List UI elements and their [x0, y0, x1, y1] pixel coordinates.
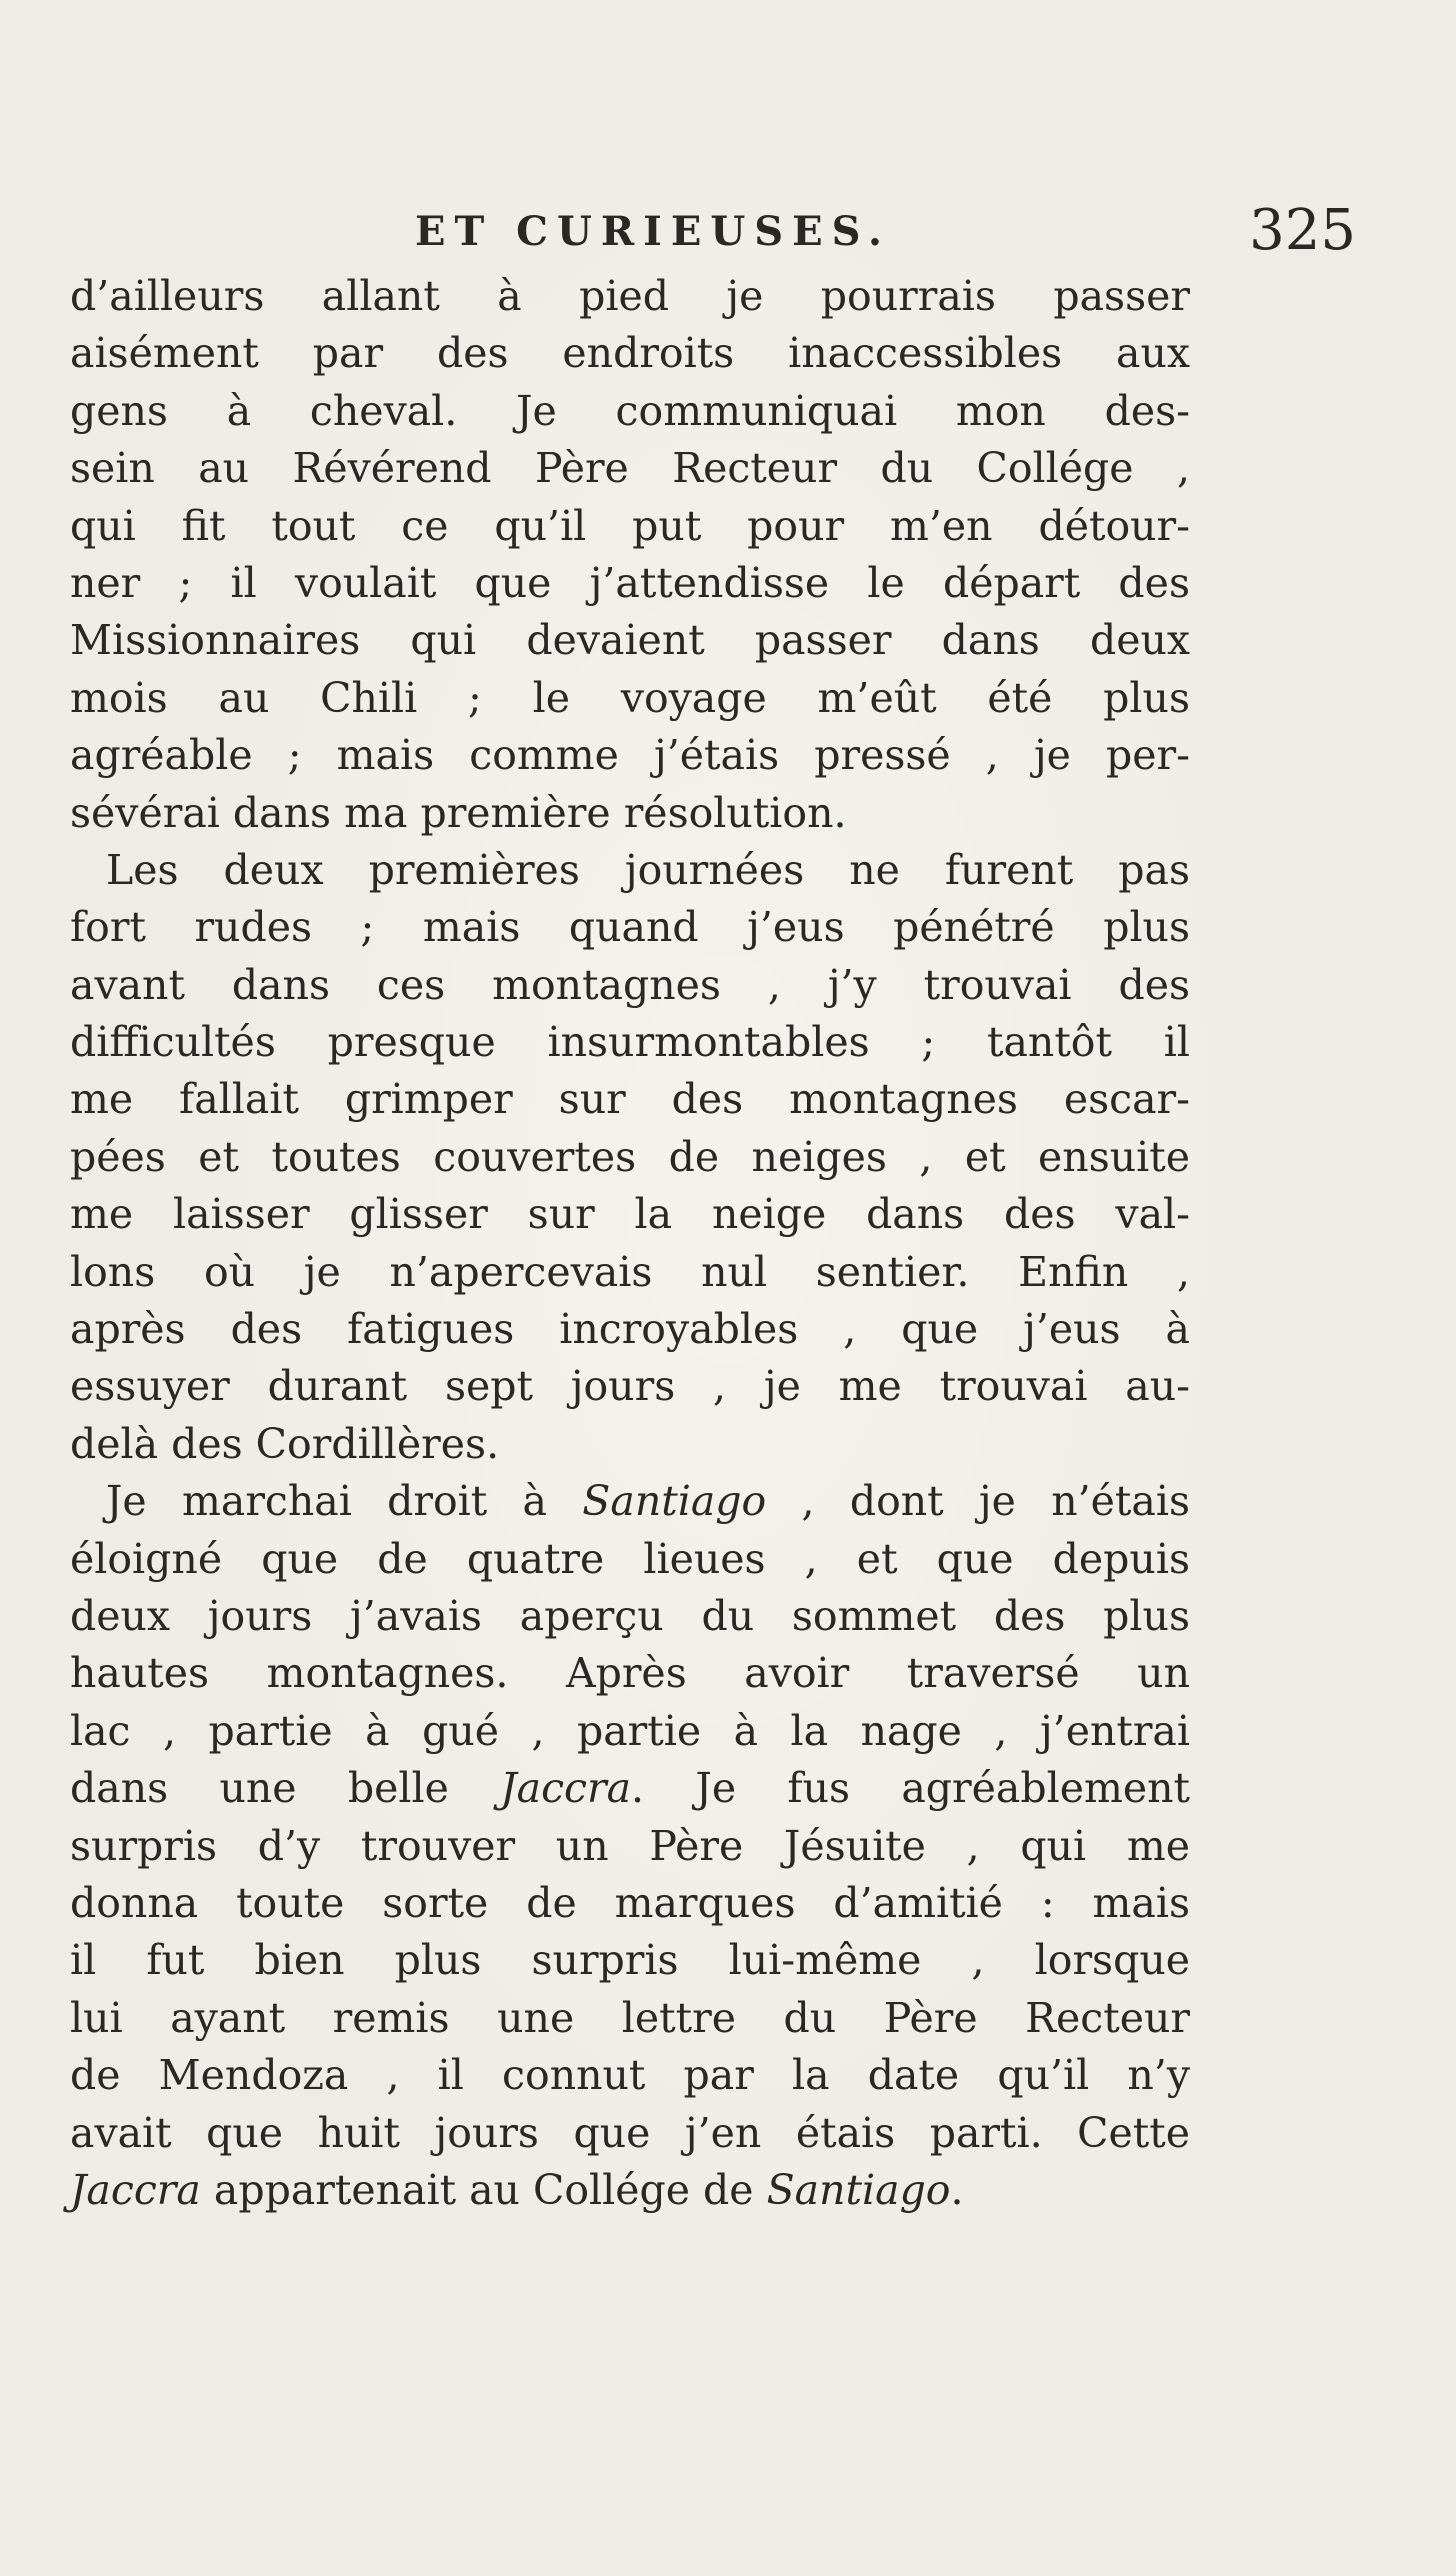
text-segment: , dont je n’étais	[766, 1477, 1190, 1526]
text-line	[70, 1932, 1190, 1989]
text-segment: . Je fus agréablement	[631, 1764, 1191, 1813]
text-segment: avait que huit jours que j’en étais parti. Cette	[70, 2108, 1190, 2157]
body-text	[70, 268, 1190, 2219]
text-line	[70, 1129, 1190, 1186]
text-segment: aisément par des endroits inaccessibles aux	[70, 329, 1190, 378]
italic-text: Jaccra	[500, 1764, 632, 1813]
text-line	[70, 268, 1190, 325]
text-segment: deux jours j’avais aperçu du sommet des plus	[70, 1591, 1190, 1640]
text-segment: dans une belle	[70, 1764, 501, 1813]
text-segment: appartenait au Collége de	[200, 2165, 767, 2214]
text-segment: delà des Cordillères.	[70, 1419, 500, 1468]
text-line	[70, 785, 1190, 842]
text-segment: difficultés presque insurmontables ; tantôt il	[70, 1018, 1190, 1067]
text-segment: Les deux premières journées ne furent pas	[106, 845, 1190, 894]
text-segment: lui ayant remis une lettre du Père Recteur	[70, 1993, 1190, 2042]
text-segment: fort rudes ; mais quand j’eus pénétré plus	[70, 903, 1190, 952]
page-number: 325	[1249, 198, 1356, 263]
text-line	[70, 1416, 1190, 1473]
text-segment: il fut bien plus surpris lui-même , lorsque	[70, 1936, 1190, 1985]
text-segment: hautes montagnes. Après avoir traversé un	[70, 1649, 1190, 1698]
text-segment: qui fit tout ce qu’il put pour m’en détour-	[70, 501, 1190, 550]
text-segment: surpris d’y trouver un Père Jésuite , qui me	[70, 1821, 1190, 1870]
italic-text: Santiago	[766, 2165, 951, 2214]
text-segment: éloigné que de quatre lieues , et que depuis	[70, 1534, 1190, 1583]
text-line	[70, 1760, 1190, 1817]
text-line	[70, 1186, 1190, 1243]
text-line	[70, 1531, 1190, 1588]
text-line	[70, 612, 1190, 669]
text-line	[70, 1473, 1190, 1530]
text-line	[70, 670, 1190, 727]
text-segment: de Mendoza , il connut par la date qu’il n’y	[70, 2051, 1190, 2100]
text-line	[70, 1358, 1190, 1415]
text-segment: donna toute sorte de marques d’amitié : mais	[70, 1878, 1190, 1927]
text-line	[70, 2162, 1190, 2219]
text-segment: après des fatigues incroyables , que j’eus à	[70, 1305, 1190, 1354]
text-segment: sein au Révérend Père Recteur du Collége ,	[70, 444, 1190, 493]
text-segment: mois au Chili ; le voyage m’eût été plus	[70, 673, 1190, 722]
text-line	[70, 383, 1190, 440]
text-line	[70, 325, 1190, 382]
text-line	[70, 1301, 1190, 1358]
italic-text: Jaccra	[70, 2165, 201, 2214]
text-line	[70, 842, 1190, 899]
text-segment: me fallait grimper sur des montagnes escar-	[70, 1075, 1190, 1124]
text-segment: avant dans ces montagnes , j’y trouvai des	[70, 960, 1190, 1009]
italic-text: Santiago	[582, 1477, 767, 1526]
text-segment: gens à cheval. Je communiquai mon des-	[70, 386, 1190, 435]
text-line	[70, 957, 1190, 1014]
text-line	[70, 1875, 1190, 1932]
text-line	[70, 1588, 1190, 1645]
text-segment: d’ailleurs allant à pied je pourrais passer	[70, 272, 1190, 320]
text-line	[70, 1703, 1190, 1760]
text-line	[70, 727, 1190, 784]
text-line	[70, 498, 1190, 555]
text-segment: Je marchai droit à	[106, 1477, 583, 1526]
text-line	[70, 2047, 1190, 2104]
text-segment: lac , partie à gué , partie à la nage , j’entrai	[70, 1706, 1190, 1755]
page-header	[70, 198, 1356, 263]
text-line	[70, 899, 1190, 956]
text-line	[70, 1071, 1190, 1128]
text-line	[70, 1990, 1190, 2047]
text-segment: pées et toutes couvertes de neiges , et ensuite	[70, 1132, 1190, 1181]
text-line	[70, 1244, 1190, 1301]
text-segment: essuyer durant sept jours , je me trouvai au-	[70, 1362, 1190, 1411]
text-segment: ner ; il voulait que j’attendisse le départ des	[70, 558, 1190, 607]
text-segment: .	[950, 2165, 964, 2214]
text-segment: Missionnaires qui devaient passer dans deux	[70, 616, 1190, 665]
text-line	[70, 555, 1190, 612]
running-head: ET CURIEUSES.	[415, 208, 891, 255]
text-segment: sévérai dans ma première résolution.	[70, 788, 847, 837]
text-line	[70, 440, 1190, 497]
text-line	[70, 1818, 1190, 1875]
text-segment: agréable ; mais comme j’étais pressé , je per-	[70, 731, 1190, 780]
text-line	[70, 1645, 1190, 1702]
text-line	[70, 2105, 1190, 2162]
text-segment: me laisser glisser sur la neige dans des val-	[70, 1190, 1190, 1239]
text-line	[70, 1014, 1190, 1071]
text-segment: lons où je n’apercevais nul sentier. Enfin ,	[70, 1247, 1190, 1296]
